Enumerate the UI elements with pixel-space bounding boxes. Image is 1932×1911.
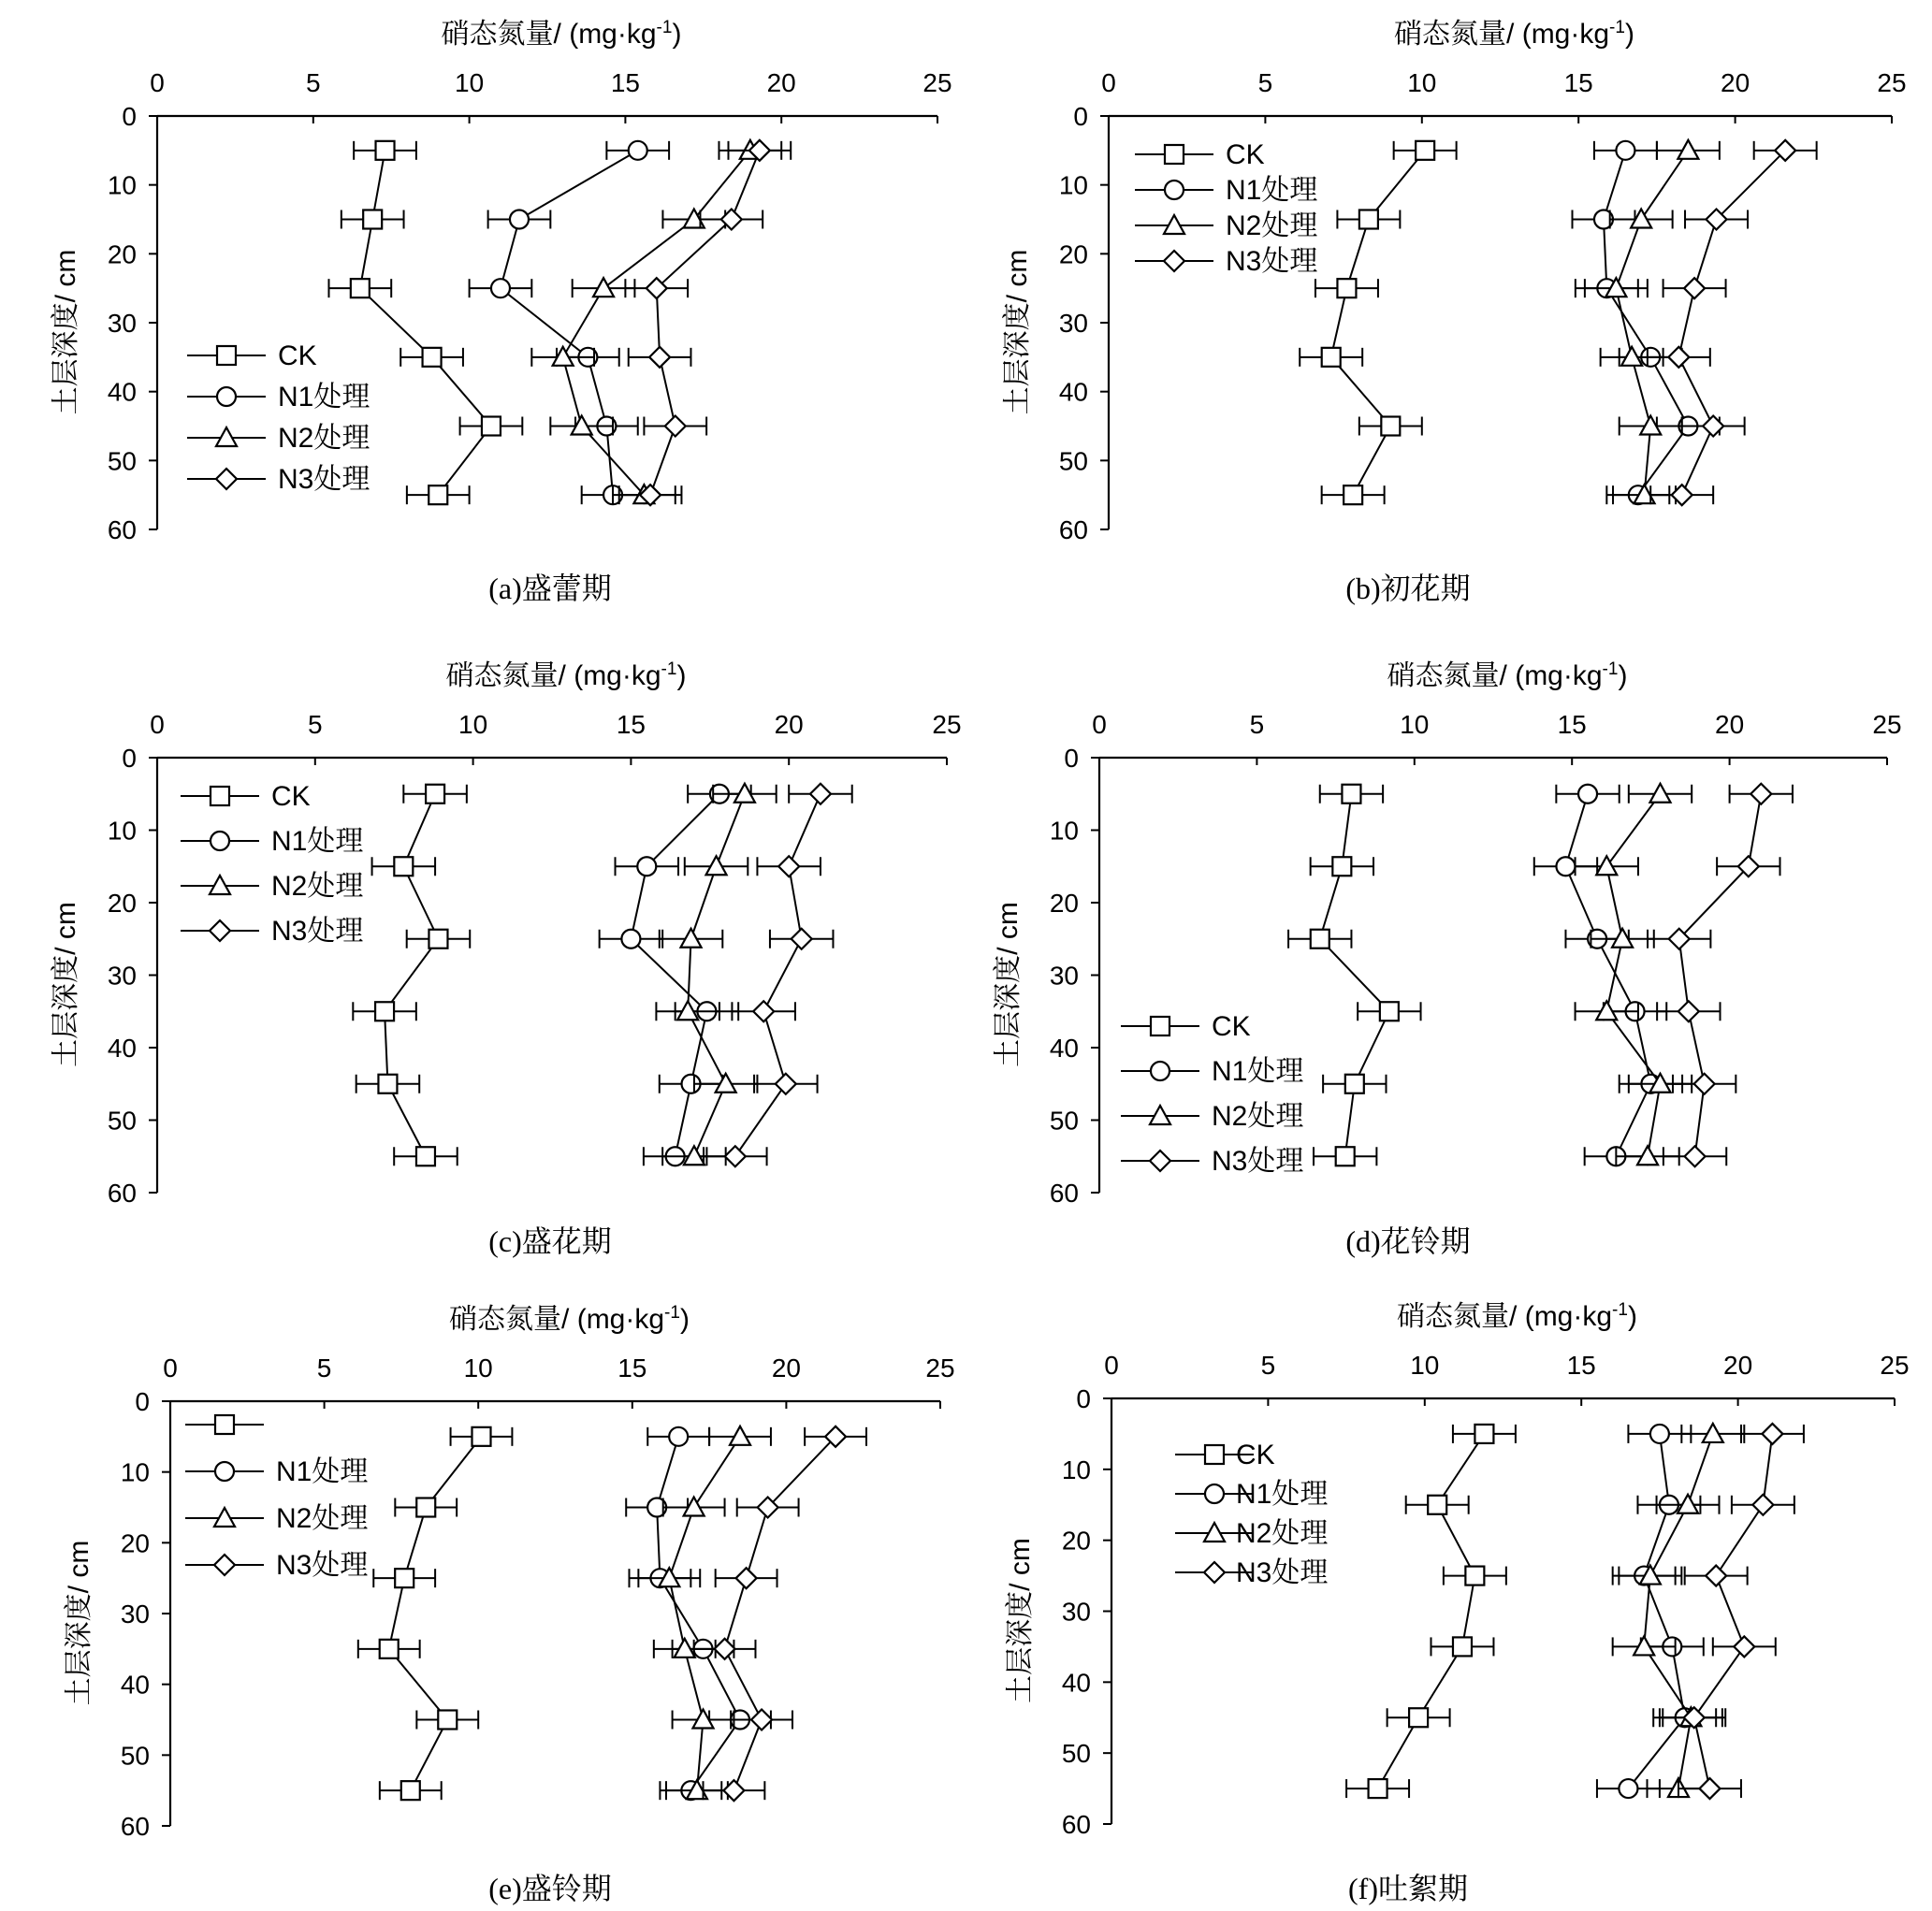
data-point [1409,1708,1428,1727]
x-tick-label: 0 [1101,68,1116,97]
series-square [1346,1425,1516,1798]
data-point [1752,1495,1773,1515]
data-point [753,1001,774,1021]
x-tick-label: 10 [455,68,485,97]
legend-label: CK [1226,139,1265,170]
legend-marker [1165,145,1184,164]
y-tick-label: 30 [1061,1597,1091,1627]
chart-panel-3 [51,659,962,1258]
data-point [363,210,382,229]
x-tick-label: 5 [1249,710,1265,739]
series-line [650,151,760,495]
data-point [1556,857,1575,876]
y-tick-label: 0 [135,1387,150,1416]
data-point [395,1569,414,1587]
series-triangle [1585,140,1720,504]
legend-label: N2处理 [276,1503,369,1534]
data-point [1578,785,1597,803]
data-point [1311,930,1329,948]
series-triangle [1613,1424,1745,1798]
series-diamond [619,140,791,505]
legend-marker [1205,1484,1224,1503]
data-point [669,1427,688,1446]
legend-label: N2处理 [1236,1518,1329,1549]
series-line [389,1437,482,1790]
legend [187,340,370,495]
x-tick-label: 25 [1872,710,1902,739]
legend-label: CK [1212,1011,1251,1042]
data-point [438,1711,457,1730]
x-tick-label: 5 [308,710,323,739]
panel-caption: (b)初花期 [1345,572,1471,605]
data-point [376,141,395,160]
y-tick-label: 50 [107,446,137,476]
legend-marker [1151,1017,1169,1035]
data-point [1685,1146,1706,1166]
series-circle [470,141,670,504]
legend-label: CK [1236,1440,1275,1470]
y-tick-label: 40 [107,377,137,407]
y-axis-title: 土层深度/ cm [64,1540,94,1706]
data-point [1369,1779,1387,1798]
series-diamond [694,1426,866,1801]
data-point [510,210,529,229]
y-tick-label: 50 [1049,1106,1079,1136]
series-circle [1573,141,1720,504]
series-diamond [1648,784,1793,1167]
x-tick-label: 0 [1104,1351,1119,1380]
y-tick-label: 10 [1061,1455,1091,1484]
data-point [629,141,647,160]
legend [185,1415,368,1581]
y-tick-label: 0 [1073,102,1088,131]
legend-marker [1165,181,1184,199]
legend-marker [217,387,236,406]
series-circle [626,1427,771,1800]
legend-marker [210,920,230,941]
data-point [1332,857,1351,876]
data-point [1650,1425,1669,1443]
legend-label: CK [271,781,311,812]
y-tick-label: 10 [1058,170,1088,200]
legend-label: N3处理 [276,1550,369,1581]
y-tick-label: 30 [1058,309,1088,338]
data-point [1428,1496,1446,1514]
series-line [631,794,719,1157]
x-tick-label: 25 [1880,1351,1910,1380]
x-tick-label: 25 [925,1354,955,1383]
data-point [723,1780,744,1801]
data-point [1359,210,1378,229]
x-tick-label: 25 [922,68,952,97]
y-tick-label: 10 [1049,816,1079,846]
data-point [491,279,510,297]
series-line [1565,794,1650,1157]
series-line [1694,1434,1773,1788]
x-tick-label: 20 [766,68,796,97]
series-line [688,794,745,1157]
data-point [1453,1637,1472,1656]
legend-marker [211,832,229,850]
data-point [472,1427,490,1446]
series-line [501,151,638,495]
y-tick-label: 30 [120,1600,150,1629]
x-tick-label: 15 [617,1354,647,1383]
legend-label: N2处理 [1212,1101,1304,1132]
x-axis-title: 硝态氮量/ $(mg\cdot kg^{-1})$ [1397,1300,1637,1332]
panel-caption: (c)盛花期 [488,1224,612,1258]
y-tick-label: 40 [1058,377,1088,407]
series-line [657,1437,740,1790]
legend-marker [215,1415,234,1434]
data-point [1619,1779,1637,1798]
x-axis-title: 硝态氮量/ $(mg\cdot kg^{-1})$ [1394,18,1634,50]
data-point [1342,785,1360,803]
legend-marker [211,787,229,805]
x-tick-label: 20 [1721,68,1750,97]
legend-marker [214,1555,235,1575]
y-tick-label: 60 [107,515,137,544]
legend-label: N2处理 [1226,210,1318,241]
series-line [1604,151,1688,495]
y-tick-label: 20 [107,889,137,918]
y-tick-label: 20 [120,1528,150,1558]
legend-marker [217,346,236,365]
series-line [1616,151,1688,495]
series-line [385,794,438,1157]
data-point [1336,1147,1355,1165]
data-point [1345,1075,1364,1093]
legend-label: CK [278,340,317,371]
data-point [1703,416,1723,437]
data-point [416,1498,435,1517]
x-tick-label: 0 [163,1354,178,1383]
data-point [423,348,442,367]
data-point [1465,1567,1484,1585]
panel-caption: (e)盛铃期 [488,1872,612,1905]
data-point [394,857,413,876]
x-tick-label: 5 [1260,1351,1276,1380]
legend-label: N1处理 [278,382,370,413]
legend-marker [1151,1062,1169,1080]
series-triangle [638,1426,771,1800]
series-circle [1534,785,1682,1166]
x-tick-label: 15 [1557,710,1587,739]
series-line [1678,151,1785,495]
x-tick-label: 15 [616,710,646,739]
x-axis-title: 硝态氮量/ $(mg\cdot kg^{-1})$ [445,659,687,691]
legend [1175,1440,1328,1588]
y-axis-title: 土层深度/ cm [1002,249,1033,415]
x-tick-label: 20 [1715,710,1745,739]
data-point [482,417,501,436]
data-point [1616,141,1634,160]
series-diamond [1663,1424,1804,1799]
y-tick-label: 60 [1049,1179,1079,1208]
data-point [621,930,640,948]
x-tick-label: 20 [1723,1351,1753,1380]
series-square [1300,141,1456,504]
y-tick-label: 40 [1061,1668,1091,1698]
y-tick-label: 40 [107,1034,137,1063]
data-point [1684,278,1705,298]
series-line [1320,794,1389,1157]
series-triangle [656,784,776,1166]
series-square [1288,785,1420,1166]
data-point [1694,1074,1715,1094]
data-point [810,784,831,804]
series-line [1378,1434,1485,1788]
y-tick-label: 50 [1058,446,1088,476]
series-line [1644,1434,1713,1788]
data-point [1416,141,1434,160]
data-point [380,1640,399,1658]
x-tick-label: 15 [1563,68,1593,97]
y-tick-label: 30 [107,309,137,338]
series-line [1628,1434,1684,1788]
legend-marker [215,1462,234,1481]
y-tick-label: 30 [1049,961,1079,991]
series-diamond [1648,140,1817,505]
data-point [1678,1001,1699,1021]
chart-panel-1 [51,18,952,605]
y-axis-title: 土层深度/ cm [51,249,81,415]
data-point [751,1710,772,1730]
data-point [426,785,444,803]
x-tick-label: 0 [1092,710,1107,739]
legend [1121,1011,1303,1177]
panel-caption: (a)盛蕾期 [488,572,612,605]
data-point [1337,279,1356,297]
data-point [1699,1778,1720,1799]
x-tick-label: 5 [306,68,321,97]
legend-label: N3处理 [1236,1557,1329,1588]
legend-label: N3处理 [271,916,364,947]
legend-label: N1处理 [1226,175,1318,206]
data-point [1381,417,1400,436]
y-tick-label: 0 [122,102,137,131]
y-tick-label: 20 [1049,889,1079,918]
y-tick-label: 0 [122,744,137,773]
data-point [416,1147,435,1165]
chart-panel-4 [993,659,1902,1258]
series-line [735,794,821,1157]
legend-label: N1处理 [276,1456,369,1487]
y-tick-label: 10 [120,1457,150,1487]
series-line [360,151,491,495]
legend-marker [1204,1562,1225,1583]
data-point [637,857,656,876]
y-tick-label: 40 [120,1670,150,1700]
data-point [1322,348,1341,367]
data-point [375,1002,394,1021]
data-point [736,1568,757,1588]
legend-label: N2处理 [271,871,364,902]
data-point [1762,1424,1782,1444]
x-tick-label: 5 [316,1354,332,1383]
series-circle [600,785,751,1166]
x-tick-label: 0 [150,710,165,739]
x-tick-label: 10 [458,710,488,739]
x-tick-label: 10 [463,1354,493,1383]
y-tick-label: 20 [1058,239,1088,269]
y-tick-label: 60 [1061,1810,1091,1839]
y-tick-label: 50 [107,1106,137,1136]
y-tick-label: 20 [1061,1526,1091,1556]
data-point [778,856,799,876]
x-tick-label: 25 [932,710,962,739]
legend-label: N1处理 [271,826,364,857]
legend [181,781,363,947]
chart-panel-6 [1005,1300,1910,1905]
data-point [725,1146,746,1166]
data-point [429,930,447,948]
legend-label: N3处理 [278,464,370,495]
y-tick-label: 40 [1049,1034,1079,1063]
y-tick-label: 20 [107,239,137,269]
y-tick-label: 0 [1064,744,1079,773]
y-tick-label: 60 [1058,515,1088,544]
y-axis-title: 土层深度/ cm [1005,1538,1036,1703]
y-axis-title: 土层深度/ cm [51,902,81,1067]
x-axis-title: 硝态氮量/ $(mg\cdot kg^{-1})$ [1387,659,1628,691]
data-point [776,1074,796,1094]
y-tick-label: 10 [107,170,137,200]
series-triangle [1576,784,1692,1166]
x-tick-label: 10 [1407,68,1437,97]
x-tick-label: 20 [771,1354,801,1383]
legend-marker [1150,1151,1170,1171]
series-line [1606,794,1660,1157]
x-axis-title: 硝态氮量/ $(mg\cdot kg^{-1})$ [441,18,682,50]
data-point [1344,485,1362,504]
legend-label: N1处理 [1236,1479,1329,1510]
panel-caption: (f)吐絮期 [1348,1872,1468,1905]
series-square [358,1427,513,1800]
x-tick-label: 5 [1257,68,1273,97]
y-tick-label: 0 [1076,1384,1091,1413]
series-triangle [531,140,781,504]
y-tick-label: 30 [107,961,137,991]
series-line [1679,794,1762,1157]
data-point [351,279,370,297]
data-point [401,1781,420,1800]
x-axis-title: 硝态氮量/ $(mg\cdot kg^{-1})$ [449,1303,690,1335]
y-tick-label: 50 [1061,1739,1091,1769]
legend-marker [1205,1445,1224,1464]
x-tick-label: 25 [1877,68,1907,97]
series-line [563,151,750,495]
legend-label: N3处理 [1226,246,1318,277]
data-point [1706,1566,1726,1586]
y-axis-title: 土层深度/ cm [993,902,1024,1067]
chart-panel-2 [1002,18,1907,605]
x-tick-label: 0 [150,68,165,97]
data-point [1672,485,1692,505]
legend [1135,139,1317,277]
x-tick-label: 20 [774,710,804,739]
data-point [649,347,670,368]
x-tick-label: 10 [1400,710,1430,739]
series-square [353,785,470,1166]
data-point [1750,784,1771,804]
data-point [1380,1002,1399,1021]
x-tick-label: 15 [610,68,640,97]
chart-panel-5 [64,1303,955,1905]
panel-caption: (d)花铃期 [1345,1224,1471,1258]
x-tick-label: 10 [1410,1351,1440,1380]
y-tick-label: 60 [120,1812,150,1841]
y-tick-label: 10 [107,816,137,846]
series-line [1331,151,1425,495]
legend-marker [1164,251,1184,271]
data-point [1474,1425,1493,1443]
y-tick-label: 60 [107,1179,137,1208]
legend-label: N1处理 [1212,1056,1304,1087]
data-point [715,1639,735,1659]
series-line [669,1437,740,1790]
data-point [378,1075,397,1093]
data-point [1668,347,1689,368]
data-point [1734,1636,1754,1657]
legend-marker [216,469,237,489]
data-point [792,929,812,949]
legend-label: N3处理 [1212,1146,1304,1177]
series-line [725,1437,836,1790]
data-point [665,416,686,437]
data-point [429,485,447,504]
series-circle [1597,1425,1716,1798]
legend-label: N2处理 [278,423,370,454]
y-tick-label: 50 [120,1741,150,1771]
x-tick-label: 15 [1566,1351,1596,1380]
